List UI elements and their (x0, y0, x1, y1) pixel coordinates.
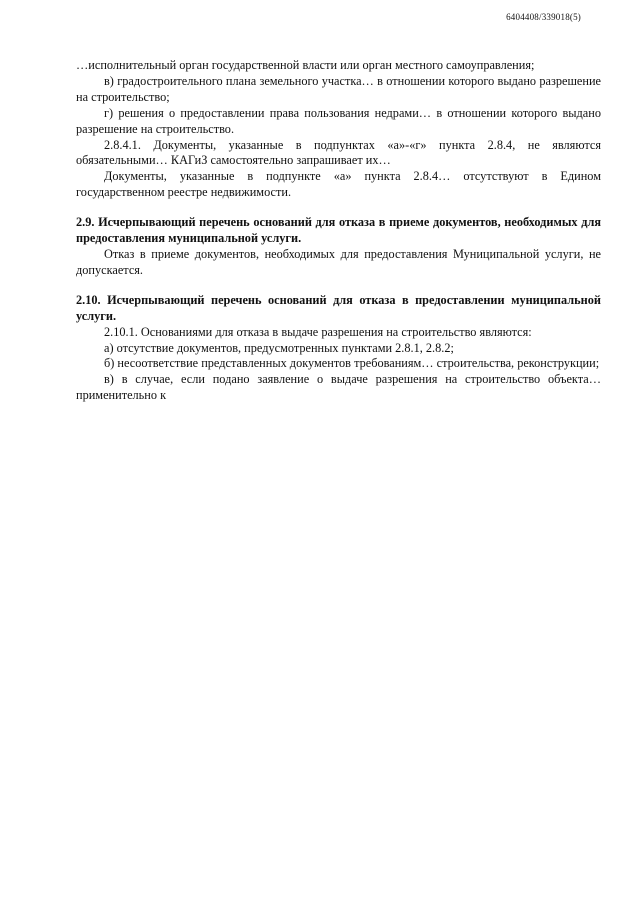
paragraph: Документы, указанные в подпункте «а» пункта 2.8.4… отсутствуют в Едином государственном реестре недвижимости. (76, 169, 601, 200)
paragraph: г) решения о предоставлении права пользования недрами… в отношении которого выдано разрешение на строительство. (76, 105, 601, 136)
paragraph: Отказ в приеме документов, необходимых для предоставления Муниципальной услуги, не допускается. (76, 246, 601, 277)
section-2-10-heading: 2.10. Исчерпывающий перечень оснований для отказа в предоставлении муниципальной услуги. (76, 292, 601, 323)
paragraph: в) в случае, если подано заявление о выдаче разрешения на строительство объекта… применительно к (76, 372, 601, 403)
paragraph: б) несоответствие представленных документов требованиям… строительства, реконструкции; (104, 356, 600, 371)
document-id: 6404408/339018(5) (506, 12, 581, 22)
document-body (76, 0, 601, 404)
paragraph: в) градостроительного плана земельного участка… в отношении которого выдано разрешение на строительство; (76, 73, 601, 104)
paragraph: 2.8.4.1. Документы, указанные в подпунктах «а»-«г» пункта 2.8.4, не являются обязательными… КАГиЗ самостоятельно запрашивает их… (76, 137, 601, 168)
paragraph: …исполнительный орган государственной власти или орган местного самоуправления; (76, 58, 535, 72)
paragraph: 2.10.1. Основаниями для отказа в выдаче разрешения на строительство являются: (104, 324, 532, 339)
paragraph: а) отсутствие документов, предусмотренных пунктами 2.8.1, 2.8.2; (104, 340, 454, 355)
section-2-9-heading: 2.9. Исчерпывающий перечень оснований для отказа в приеме документов, необходимых для предоставления муниципальной услуги. (76, 215, 601, 246)
